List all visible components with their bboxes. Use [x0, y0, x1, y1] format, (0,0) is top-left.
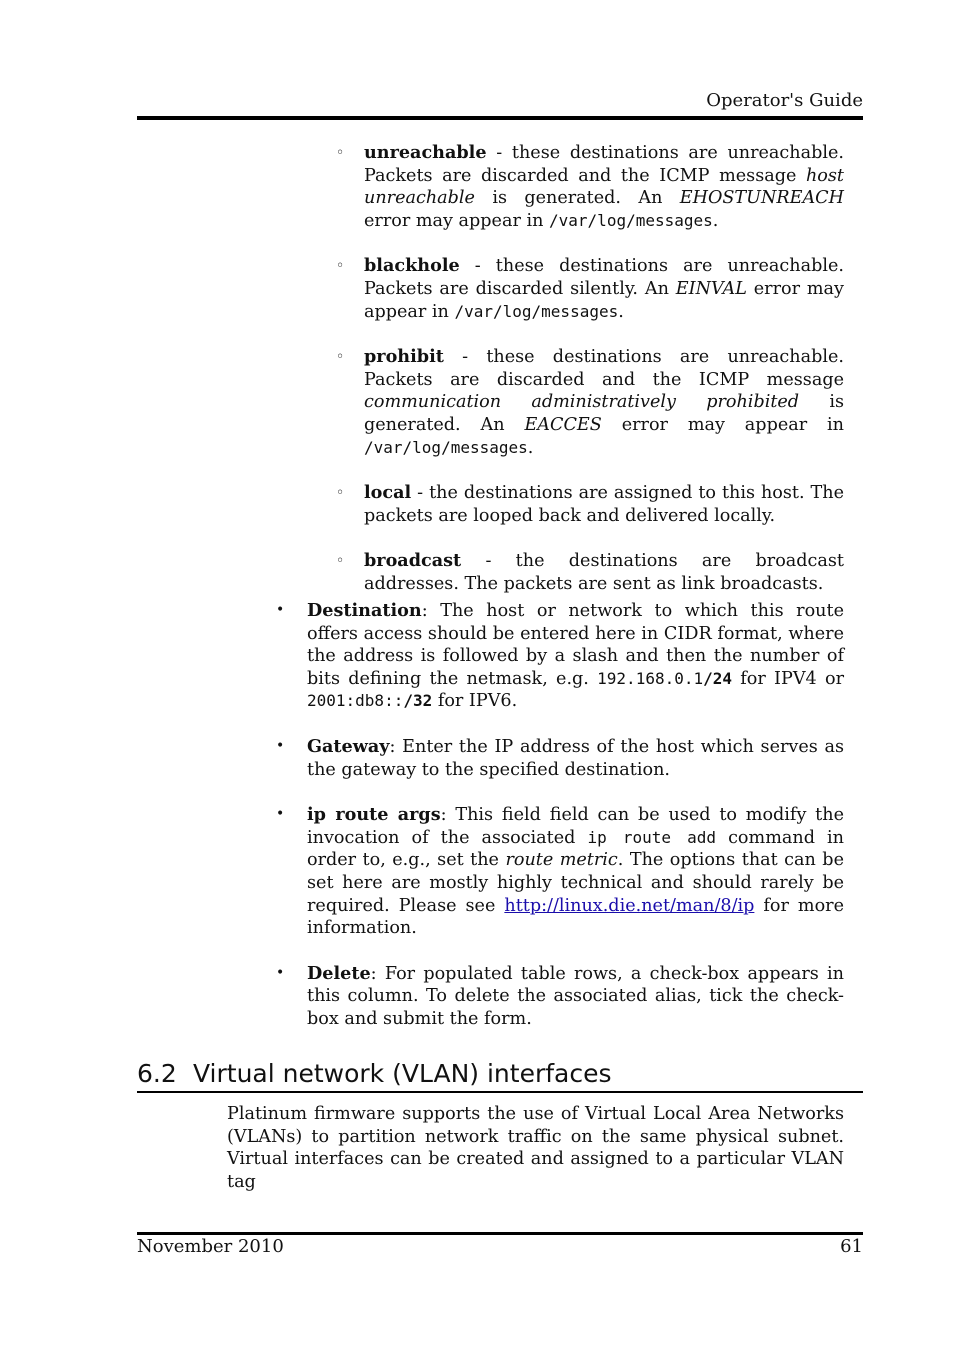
text-run: command in order to, e.g., set the: [307, 827, 844, 871]
footer-rule: [137, 1232, 863, 1235]
bullet-icon: •: [276, 964, 285, 981]
item-text: [364, 255, 844, 323]
reference-link[interactable]: http://linux.die.net/man/8/ip: [504, 895, 755, 916]
text-run: - these destinations are unreachable. Packets are discarded and the ICMP message: [364, 347, 844, 390]
term: blackhole: [364, 255, 460, 277]
text-run: : The host or network to which this route offers access should be entered here in CIDR format, where the address is followed by a slash and then the number of bits defining the netmask, e.g.: [307, 601, 844, 689]
text-run: error may appear in: [364, 210, 550, 231]
term: local: [364, 482, 412, 504]
section-number: 6.2: [137, 1059, 177, 1088]
text-run: .: [712, 210, 719, 231]
code-text: ip route add: [587, 827, 717, 847]
emphasis: EACCES: [524, 414, 602, 435]
bullet-icon: •: [276, 806, 285, 823]
bullet-icon: ◦: [336, 485, 345, 502]
route-type-sublist: [336, 142, 844, 619]
route-type-item: [336, 142, 844, 232]
term: prohibit: [364, 346, 444, 368]
text-run: .: [527, 437, 534, 458]
code-text: /var/log/messages: [454, 301, 619, 321]
bullet-icon: •: [276, 602, 285, 618]
text-run: - the destinations are assigned to this host. The packets are looped back and delivered locally.: [364, 483, 844, 526]
text-run: : For populated table rows, a check-box appears in this column. To delete the associated alias, tick the check-box and submit the form.: [307, 963, 844, 1029]
route-type-item: [336, 550, 844, 595]
bullet-icon: ◦: [336, 258, 345, 275]
route-type-item: [336, 255, 844, 323]
field-item: [276, 600, 844, 713]
text-run: error may appear in: [601, 414, 844, 435]
text-run: - these destinations are unreachable. Packets are discarded and the ICMP message: [364, 143, 844, 186]
field-item: [276, 963, 844, 1031]
bullet-icon: ◦: [336, 553, 345, 570]
term: Destination: [307, 600, 422, 621]
text-run: for IPV4 or: [732, 668, 844, 689]
text-run: is generated. An: [364, 392, 844, 435]
emphasis: EINVAL: [675, 278, 747, 299]
emphasis: route metric: [505, 850, 618, 871]
section-heading: [137, 1058, 863, 1093]
code-text: /32: [403, 691, 433, 711]
term: broadcast: [364, 550, 462, 572]
emphasis: communication administratively prohibited: [364, 392, 800, 413]
item-text: [364, 346, 844, 459]
item-text: [307, 600, 844, 713]
text-run: - the destinations are broadcast addresses. The packets are sent as link broadcasts.: [364, 551, 844, 594]
text-run: : Enter the IP address of the host which serves as the gateway to the specified destination.: [307, 736, 844, 780]
header-rule: [137, 116, 863, 120]
section-title: Virtual network (VLAN) interfaces: [193, 1059, 612, 1088]
text-run: for IPV6.: [432, 691, 518, 712]
code-text: 2001:db8::: [307, 691, 404, 711]
footer-date: November 2010: [137, 1236, 284, 1257]
term: ip route args: [307, 804, 441, 826]
route-type-item: [336, 482, 844, 527]
item-text: [307, 804, 844, 940]
term: unreachable: [364, 142, 487, 163]
page-number: 61: [840, 1236, 863, 1257]
route-type-item: [336, 346, 844, 459]
item-text: [364, 482, 844, 527]
code-text: /var/log/messages: [549, 210, 713, 230]
section-paragraph: Platinum firmware supports the use of Virtual Local Area Networks (VLANs) to partition network traffic on the same physical subnet. Virtual interfaces can be created and assigned to a particular VLAN tag: [227, 1104, 844, 1192]
field-item: [276, 736, 844, 781]
bullet-icon: ◦: [336, 349, 345, 366]
item-text: [307, 736, 844, 781]
field-description-list: [276, 600, 844, 1054]
page-header-title: Operator's Guide: [706, 90, 863, 111]
text-run: error may appear in: [364, 278, 844, 322]
code-text: 192.168.0.1: [597, 668, 704, 688]
emphasis: host unreachable: [364, 165, 844, 209]
text-run: : This field field can be used to modify the invocation of the associated: [307, 805, 844, 848]
text-run: .: [618, 301, 624, 322]
item-text: [307, 963, 844, 1031]
term: Gateway: [307, 735, 390, 757]
item-text: [364, 550, 844, 595]
text-run: is generated. An: [474, 188, 680, 209]
term: Delete: [307, 962, 371, 984]
bullet-icon: ◦: [336, 145, 345, 161]
code-text: /24: [703, 668, 733, 688]
emphasis: EHOSTUNREACH: [679, 188, 844, 209]
field-item: [276, 804, 844, 940]
code-text: /var/log/messages: [364, 437, 528, 457]
text-run: - these destinations are unreachable. Packets are discarded silently. An: [364, 256, 844, 299]
text-run: for more information.: [307, 895, 844, 939]
text-run: . The options that can be set here are mostly highly technical and should rarely be required. Please see: [307, 850, 844, 916]
bullet-icon: •: [276, 737, 285, 754]
item-text: [364, 142, 844, 232]
